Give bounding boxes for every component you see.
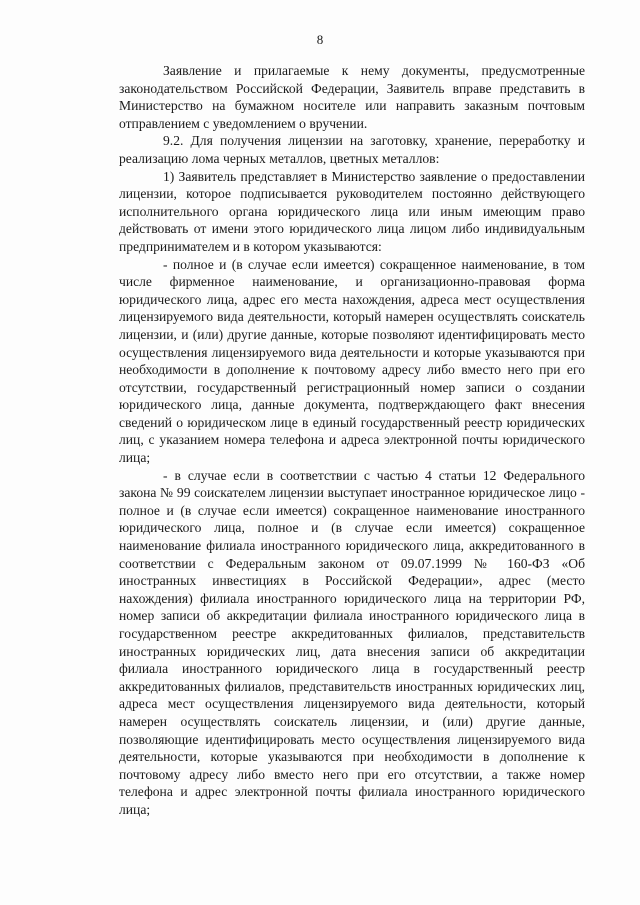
paragraph-9-2-heading: 9.2. Для получения лицензии на заготовку, хранение, переработку и реализацию лома черных металлов, цветных металлов: <box>119 133 585 166</box>
page-number: 8 <box>316 32 324 47</box>
paragraph-submission-method: Заявление и прилагаемые к нему документы, предусмотренные законодательством Российской Федерации, Заявитель вправе представить в Министерство на бумажном носителе или направить заказным почтовым отправлением с уведомлением о вручении. <box>119 63 585 131</box>
document-body <box>119 62 585 819</box>
paragraph-legal-entity-details: - полное и (в случае если имеется) сокращенное наименование, в том числе фирменное наименование, и организационно-правовая форма юридического лица, адрес его места нахождения, адреса мест осуществления лицензируемого вида деятельности, который намерен осуществлять соискатель лицензии, и (или) другие данные, которые позволяют идентифицировать место осуществления лицензируемого вида деятельности и которые указываются при необходимости в дополнение к почтовому адресу либо вместо него при его отсутствии, государственный регистрационный номер записи о создании юридического лица, данные документа, подтверждающего факт внесения сведений о юридическом лице в единый государственный реестр юридических лиц, с указанием номера телефона и адреса электронной почты юридического лица; <box>119 256 585 466</box>
paragraph-foreign-entity-details: - в случае если в соответствии с частью 4 статьи 12 Федерального закона № 99 соискателем лицензии выступает иностранное юридическое лицо - полное и (в случае если имеется) сокращенное наименование иностранного юридического лица, полное и (в случае если имеется) сокращенное наименование филиала иностранного юридического лица, аккредитованного в соответствии с Федеральным законом от 09.07.1999 № 160-ФЗ «Об иностранных инвестициях в Российской Федерации», адрес (место нахождения) филиала иностранного юридического лица на территории РФ, номер записи об аккредитации филиала иностранного юридического лица в государственном реестре аккредитованных филиалов, представительств иностранных юридических лиц, дата внесения записи об аккредитации филиала иностранного юридического лица в государственный реестр аккредитованных филиалов, представительств иностранных юридических лиц, адреса мест осуществления лицензируемого вида деятельности, который намерен осуществлять соискатель лицензии, и (или) другие данные, позволяющие идентифицировать место осуществления лицензируемого вида деятельности, которые указываются при необходимости в дополнение к почтовому адресу либо вместо него при его отсутствии, а также номер телефона и адрес электронной почты филиала иностранного юридического лица; <box>119 467 585 817</box>
paragraph-item-1-application: 1) Заявитель представляет в Министерство заявление о предоставлении лицензии, которое подписывается руководителем постоянно действующего исполнительного органа юридического лица или иным имеющим право действовать от имени этого юридического лица лицом либо индивидуальным предпринимателем и в котором указываются: <box>119 168 585 254</box>
